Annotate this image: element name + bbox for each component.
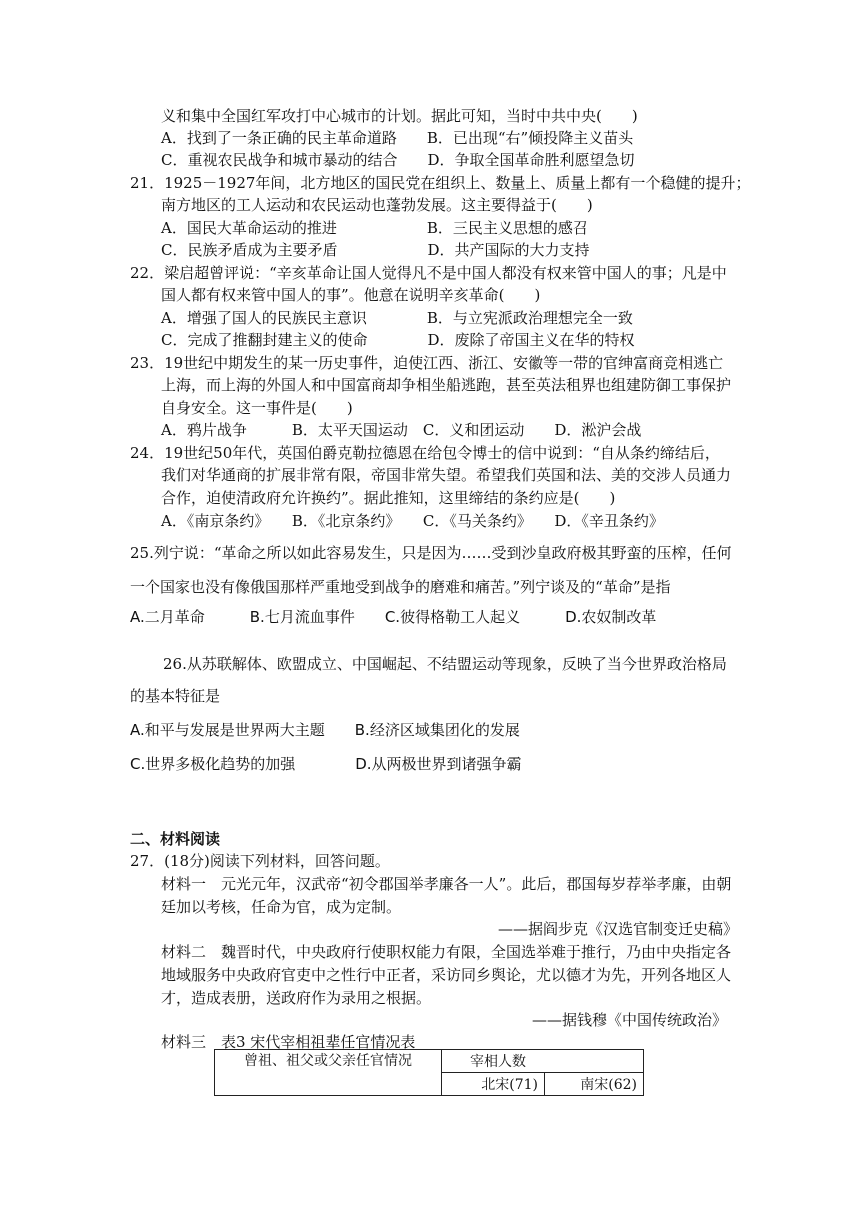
text-line: C．完成了推翻封建主义的使命 D．废除了帝国主义在华的特权 [161,331,635,349]
text-line: 22．梁启超曾评说：“辛亥革命让国人觉得凡不是中国人都没有权来管中国人的事；凡是中 [130,264,727,282]
text-line: A．《南京条约》 B．《北京条约》 C．《马关条约》 D．《辛丑条约》 [161,512,664,530]
text-line: A.和平与发展是世界两大主题 B.经济区域集团化的发展 [130,721,520,739]
text-line: 26.从苏联解体、欧盟成立、中国崛起、不结盟运动等现象，反映了当今世界政治格局 [163,655,727,673]
text-line: A．找到了一条正确的民主革命道路 B．已出现“右”倾投降主义苗头 [161,129,634,147]
table-header-count: 宰相人数 [442,1050,644,1073]
text-line: A．国民大革命运动的推进 B．三民主义思想的感召 [161,219,588,237]
text-line: 24．19世纪50年代，英国伯爵克勒拉德恩在给包令博士的信中说到：“自从条约缔结后， [130,444,720,462]
text-line: 国人都有权来管中国人的事”。他意在说明辛亥革命( ) [161,286,541,304]
text-line: 我们对华通商的扩展非常有限，帝国非常失望。希望我们英国和法、美的交涉人员通力 [161,466,732,484]
text-line: 材料三 表3 宋代宰相祖辈任官情况表 [161,1033,416,1051]
text-line: 自身安全。这一事件是( ) [161,399,353,417]
text-line: 义和集中全国红军攻打中心城市的计划。据此可知，当时中共中央( ) [161,107,638,125]
text-line: 一个国家也没有像俄国那样严重地受到战争的磨难和痛苦。”列宁谈及的“革命”是指 [130,578,671,596]
text-line: 材料二 魏晋时代，中央政府行使职权能力有限，全国选举难于推行，乃由中央指定各 [161,943,732,961]
table-header-ancestor: 曾祖、祖父或父亲任官情况 [215,1050,442,1096]
text-line: 二、材料阅读 [130,830,221,848]
text-line: 上海，而上海的外国人和中国富商却争相坐船逃跑，甚至英法租界也组建防御工事保护 [161,376,732,394]
text-line: 廷加以考核，任命为官，成为定制。 [161,898,402,916]
text-line: 的基本特征是 [130,687,221,705]
text-line: 南方地区的工人运动和农民运动也蓬勃发展。这主要得益于( ) [161,196,593,214]
text-line: 地域服务中央政府官吏中之性行中正者，采访同乡舆论，尤以德才为先，开列各地区人 [161,966,732,984]
text-line: A．增强了国人的民族民主意识 B．与立宪派政治理想完全一致 [161,309,633,327]
text-line: A．鸦片战争 B．太平天国运动 C．义和团运动 D．淞沪会战 [161,421,642,439]
text-line: 21．1925－1927年间，北方地区的国民党在组织上、数量上、质量上都有一个稳健的提升； [130,174,751,192]
text-line: 27．(18分)阅读下列材料，回答问题。 [130,852,390,870]
text-line: ——据阎步克《汉选官制变迁史稿》 [498,920,739,938]
text-line: 才，造成表册，送政府作为录用之根据。 [161,989,432,1007]
text-line: C.世界多极化趋势的加强 D.从两极世界到诸强争霸 [130,755,522,773]
table-cell-north-song: 北宋(71) [442,1073,545,1096]
text-line: ——据钱穆《中国传统政治》 [532,1011,728,1029]
text-line: 合作，迫使清政府允许换约”。据此推知，这里缔结的条约应是( ) [161,489,616,507]
text-line: 23．19世纪中期发生的某一历史事件，迫使江西、浙江、安徽等一带的官绅富商竞相逃亡 [130,354,724,372]
text-line: C．民族矛盾成为主要矛盾 D．共产国际的大力支持 [161,241,590,259]
table-cell-south-song: 南宋(62) [545,1073,644,1096]
song-chancellor-table [214,1049,644,1096]
text-line: A.二月革命 B.七月流血事件 C.彼得格勒工人起义 D.农奴制改革 [130,608,657,626]
text-line: 材料一 元光元年，汉武帝“初令郡国举孝廉各一人”。此后，郡国每岁荐举孝廉，由朝 [161,875,732,893]
text-line: C．重视农民战争和城市暴动的结合 D．争取全国革命胜利愿望急切 [161,151,635,169]
text-line: 25.列宁说：“革命之所以如此容易发生，只是因为……受到沙皇政府极其野蛮的压榨，任何 [130,544,732,562]
